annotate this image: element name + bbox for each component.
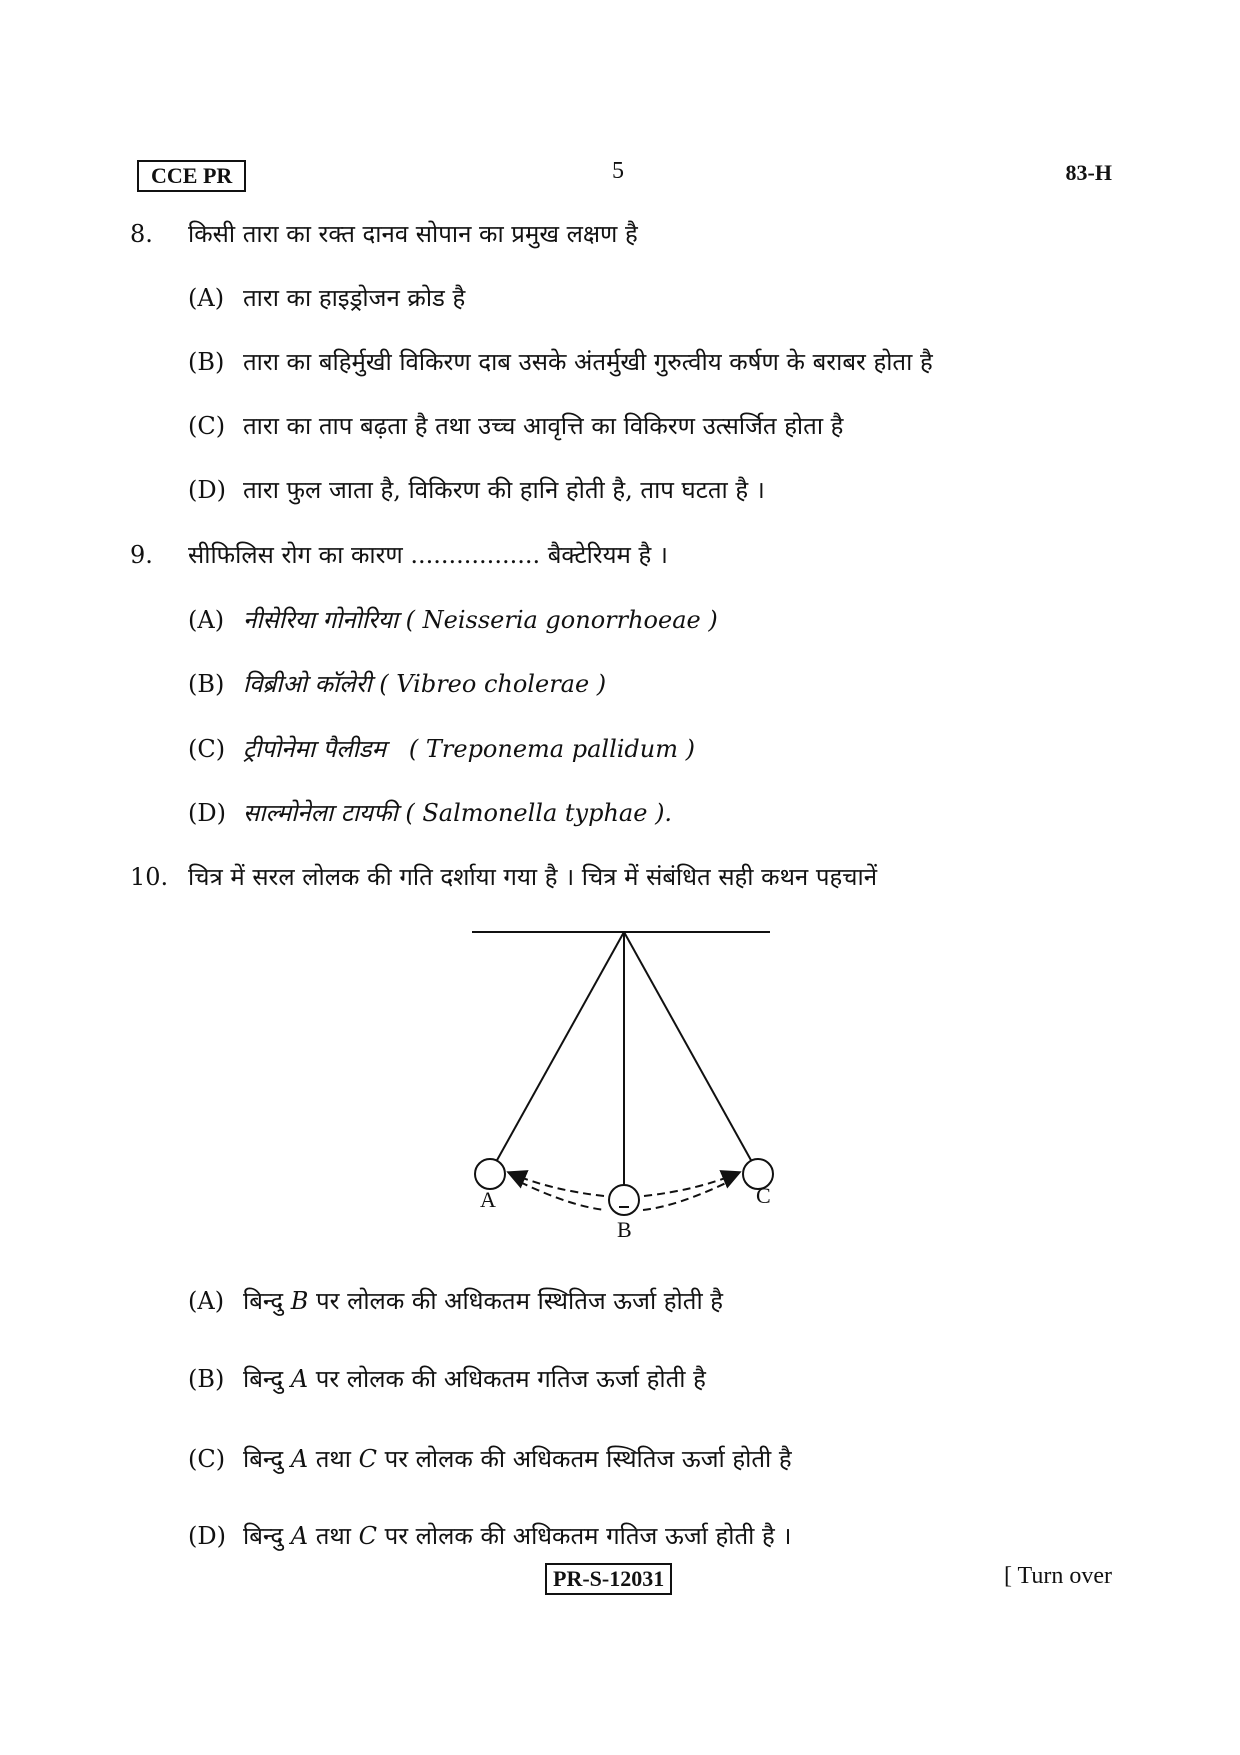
question-number: 9.	[130, 541, 153, 569]
pendulum-string-a	[496, 932, 624, 1162]
option-label: (A)	[188, 284, 225, 312]
option-text-part: बिन्दु	[243, 1522, 291, 1550]
pendulum-string-c	[624, 932, 752, 1162]
option-text-part: पर लोलक की अधिकतम स्थितिज ऊर्जा होती है	[376, 1445, 792, 1473]
option-latin-name: ( Neisseria gonorrhoeae )	[405, 606, 718, 634]
q9-option-b	[188, 668, 606, 700]
question-text: किसी तारा का रक्त दानव सोपान का प्रमुख लक्षण है	[188, 220, 638, 248]
option-label: (C)	[188, 412, 226, 440]
option-label: (D)	[188, 476, 226, 504]
header-code-box: CCE PR	[137, 160, 246, 192]
option-hindi-name: साल्मोनेला टायफी	[243, 799, 398, 827]
option-text-part: बिन्दु	[243, 1365, 291, 1393]
question-text: चित्र में सरल लोलक की गति दर्शाया गया है । चित्र में संबंधित सही कथन पहचानें	[188, 863, 878, 891]
option-label: (B)	[188, 670, 225, 698]
q10-option-a	[188, 1285, 723, 1317]
q10-option-c	[188, 1443, 792, 1475]
point-variable: A	[290, 1445, 309, 1473]
label-b: B	[617, 1217, 632, 1240]
option-text-part: तथा	[308, 1522, 359, 1550]
option-label: (A)	[188, 1287, 225, 1315]
paper-code: 83-H	[1065, 160, 1112, 185]
option-label: (D)	[188, 799, 226, 827]
option-latin-name: ( Vibreo cholerae )	[379, 670, 607, 698]
q8-option-b	[188, 346, 933, 378]
option-latin-name: ( Salmonella typhae ).	[405, 799, 673, 827]
q9-option-a	[188, 604, 718, 636]
swing-path-lower-left	[520, 1182, 605, 1210]
bob-position-a	[475, 1159, 505, 1189]
turn-over-note: [ Turn over	[1003, 1563, 1112, 1589]
footer-code-box: PR-S-12031	[545, 1563, 672, 1595]
option-text-part: बिन्दु	[243, 1445, 291, 1473]
point-variable: C	[358, 1445, 377, 1473]
point-variable: C	[358, 1522, 377, 1550]
q10-option-d	[188, 1520, 791, 1552]
q8-option-d	[188, 474, 765, 506]
bob-position-b	[609, 1185, 639, 1215]
question-text: सीफिलिस रोग का कारण ................. बैक्टेरियम है ।	[188, 541, 668, 569]
option-text: तारा का हाइड्रोजन क्रोड है	[243, 284, 466, 312]
option-hindi-name: ट्रीपोनेमा पैलीडम	[243, 735, 386, 763]
page-number: 5	[612, 158, 624, 184]
option-text: तारा का बहिर्मुखी विकिरण दाब उसके अंतर्मुखी गुरुत्वीय कर्षण के बराबर होता है	[243, 348, 933, 376]
option-text-part: पर लोलक की अधिकतम स्थितिज ऊर्जा होती है	[308, 1287, 724, 1315]
point-variable: A	[290, 1365, 309, 1393]
q8-option-c	[188, 410, 843, 442]
label-c: C	[756, 1183, 771, 1208]
q10-option-b	[188, 1363, 706, 1395]
label-a: A	[480, 1187, 496, 1212]
q9-option-d	[188, 797, 672, 829]
option-text-part: बिन्दु	[243, 1287, 291, 1315]
option-label: (D)	[188, 1522, 226, 1550]
option-label: (B)	[188, 1365, 225, 1393]
option-text-part: पर लोलक की अधिकतम गतिज ऊर्जा होती है ।	[376, 1522, 792, 1550]
option-text-part: तथा	[308, 1445, 359, 1473]
point-variable: B	[290, 1287, 309, 1315]
q8-option-a	[188, 282, 465, 314]
q9-option-c	[188, 733, 695, 765]
option-hindi-name: नीसेरिया गोनोरिया	[243, 606, 398, 634]
option-hindi-name: विब्रीओ कॉलेरी	[243, 670, 372, 698]
option-latin-name: ( Treponema pallidum )	[408, 735, 696, 763]
swing-path-lower-right	[643, 1182, 728, 1210]
option-label: (A)	[188, 606, 225, 634]
option-text: तारा का ताप बढ़ता है तथा उच्च आवृत्ति का विकिरण उत्सर्जित होता है	[243, 412, 844, 440]
option-label: (C)	[188, 735, 226, 763]
point-variable: A	[290, 1522, 309, 1550]
question-number: 8.	[130, 220, 153, 248]
option-text-part: पर लोलक की अधिकतम गतिज ऊर्जा होती है	[308, 1365, 706, 1393]
option-label: (C)	[188, 1445, 226, 1473]
option-text: तारा फुल जाता है, विकिरण की हानि होती है, ताप घटता है ।	[243, 476, 765, 504]
option-label: (B)	[188, 348, 225, 376]
pendulum-diagram	[460, 920, 800, 1240]
question-number: 10.	[130, 863, 169, 891]
